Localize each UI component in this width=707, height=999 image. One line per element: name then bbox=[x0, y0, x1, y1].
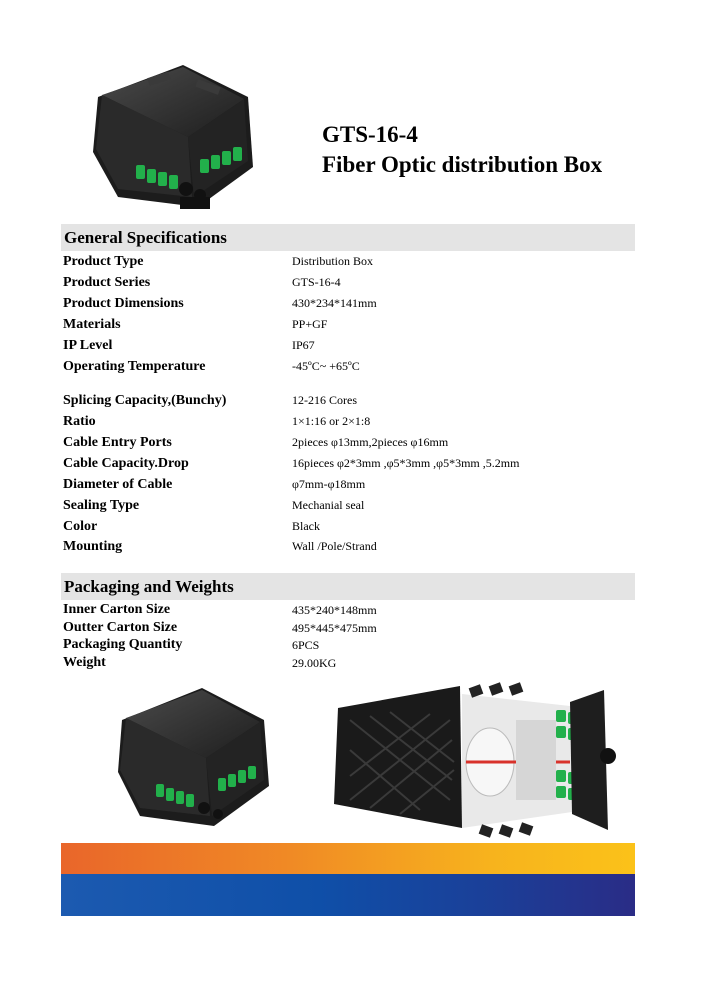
spec-row-ip-level bbox=[63, 335, 633, 356]
spec-value: PP+GF bbox=[292, 317, 328, 331]
spec-value: 1×1:16 or 2×1:8 bbox=[292, 414, 371, 428]
spec-row-splicing-capacity bbox=[63, 390, 633, 411]
packaging-value: 435*240*148mm bbox=[292, 603, 377, 617]
spec-row-mounting bbox=[63, 536, 633, 557]
spec-value: Distribution Box bbox=[292, 254, 374, 268]
spec-label: Color bbox=[63, 519, 98, 534]
spec-value: Black bbox=[292, 519, 320, 533]
spec-label: Ratio bbox=[63, 414, 96, 429]
spec-label: Product Dimensions bbox=[63, 296, 184, 311]
packaging-row-outter-carton bbox=[63, 619, 633, 637]
spec-row-color bbox=[63, 516, 633, 537]
spec-row-product-type bbox=[63, 251, 633, 272]
spec-row-product-series bbox=[63, 272, 633, 293]
product-name-title: Fiber Optic distribution Box bbox=[322, 152, 603, 177]
spec-value: 12-216 Cores bbox=[292, 393, 357, 407]
spec-label: Cable Capacity.Drop bbox=[63, 456, 189, 471]
packaging-label: Packaging Quantity bbox=[63, 637, 183, 652]
spec-label: IP Level bbox=[63, 338, 113, 353]
spec-value: Mechanial seal bbox=[292, 498, 365, 512]
packaging-weights-header: Packaging and Weights bbox=[61, 573, 635, 600]
packaging-label: Weight bbox=[63, 655, 106, 670]
spec-value: 16pieces φ2*3mm ,φ5*3mm ,φ5*3mm ,5.2mm bbox=[292, 456, 520, 470]
spec-row-product-dimensions bbox=[63, 293, 633, 314]
packaging-row-quantity bbox=[63, 636, 633, 654]
packaging-row-weight bbox=[63, 654, 633, 672]
packaging-value: 495*445*475mm bbox=[292, 621, 377, 635]
spec-row-ratio bbox=[63, 411, 633, 432]
spec-value: IP67 bbox=[292, 338, 315, 352]
spec-value: 2pieces φ13mm,2pieces φ16mm bbox=[292, 435, 449, 449]
spec-value: -45ºC~ +65ºC bbox=[292, 359, 360, 373]
product-photo-open bbox=[320, 680, 620, 840]
product-photo-closed-bottom bbox=[114, 682, 274, 834]
spec-row-diameter-of-cable bbox=[63, 474, 633, 495]
spec-row-operating-temperature bbox=[63, 356, 633, 377]
product-model-title: GTS-16-4 bbox=[322, 122, 418, 147]
spec-value: 430*234*141mm bbox=[292, 296, 377, 310]
spec-row-cable-capacity-drop bbox=[63, 453, 633, 474]
spec-label: Operating Temperature bbox=[63, 359, 206, 374]
spec-value: GTS-16-4 bbox=[292, 275, 341, 289]
spec-label: Cable Entry Ports bbox=[63, 435, 172, 450]
packaging-label: Outter Carton Size bbox=[63, 620, 178, 635]
spec-value: Wall /Pole/Strand bbox=[292, 539, 377, 553]
spec-label: Mounting bbox=[63, 539, 123, 554]
spec-label: Materials bbox=[63, 317, 121, 332]
packaging-value: 29.00KG bbox=[292, 656, 337, 670]
packaging-label: Inner Carton Size bbox=[63, 602, 171, 617]
spec-label: Product Type bbox=[63, 254, 144, 269]
footer-blue-band bbox=[61, 874, 635, 916]
spec-label: Splicing Capacity,(Bunchy) bbox=[63, 393, 227, 408]
spec-label: Product Series bbox=[63, 275, 151, 290]
packaging-value: 6PCS bbox=[292, 638, 320, 652]
spec-label: Diameter of Cable bbox=[63, 477, 173, 492]
packaging-row-inner-carton bbox=[63, 601, 633, 619]
general-specifications-header: General Specifications bbox=[61, 224, 635, 251]
spec-row-sealing-type bbox=[63, 495, 633, 516]
spec-row-cable-entry-ports bbox=[63, 432, 633, 453]
spec-value: φ7mm-φ18mm bbox=[292, 477, 366, 491]
spec-label: Sealing Type bbox=[63, 498, 140, 513]
product-photo-closed-top bbox=[88, 57, 264, 217]
spec-row-materials bbox=[63, 314, 633, 335]
footer-orange-band bbox=[61, 843, 635, 874]
